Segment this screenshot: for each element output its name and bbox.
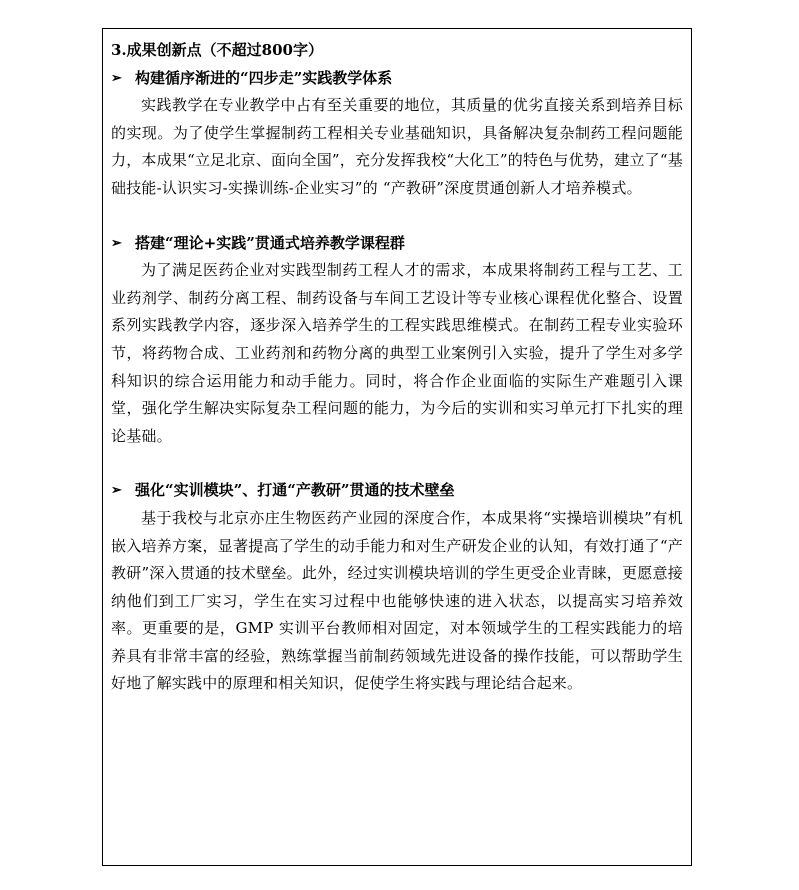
paragraph-spacer	[111, 450, 683, 477]
section-heading-1	[111, 65, 683, 93]
section-paragraph-3: 基于我校与北京亦庄生物医药产业园的深度合作，本成果将“实操培训模块”有机嵌入培养方案，显著提高了学生的动手能力和对生产研发企业的认知，有效打通了“产教研”深入贯通的技术壁垒。此外，经过实训模块培训的学生更受企业青睐，更愿意接纳他们到工厂实习，学生在实习过程中也能够快速的进入状态，以提高实习培养效率。更重要的是，GMP 实训平台教师相对固定，对本领域学生的工程实践能力的培养具有非常丰富的经验，熟练掌握当前制药领域先进设备的操作技能，可以帮助学生好地了解实践中的原理和相关知识，促使学生将实践与理论结合起来。	[111, 508, 683, 693]
section-title: 3.成果创新点（不超过800字）	[111, 41, 323, 59]
section-heading-text: 构建循序渐进的“四步走”实践教学体系	[135, 68, 393, 87]
arrow-bullet-icon: ➢	[111, 235, 122, 251]
document-frame	[102, 28, 692, 866]
section-heading-text: 搭建“理论+实践”贯通式培养教学课程群	[135, 233, 405, 252]
section-paragraph-2: 为了满足医药企业对实践型制药工程人才的需求，本成果将制药工程与工艺、工业药剂学、制药分离工程、制药设备与车间工艺设计等专业核心课程优化整合、设置系列实践教学内容，逐步深入培养学生的工程实践思维模式。在制药工程专业实验环节，将药物合成、工业药剂和药物分离的典型工业案例引入实验，提升了学生对多学科知识的综合运用能力和动手能力。同时，将合作企业面临的实际生产难题引入课堂，强化学生解决实际复杂工程问题的能力，为今后的实训和实习单元打下扎实的理论基础。	[111, 261, 683, 445]
arrow-bullet-icon: ➢	[111, 70, 122, 86]
section-paragraph-1: 实践教学在专业教学中占有至关重要的地位，其质量的优劣直接关系到培养目标的实现。为了使学生掌握制药工程相关专业基础知识，具备解决复杂制药工程问题能力，本成果“立足北京、面向全国”，充分发挥我校“大化工”的特色与优势，建立了“基础技能-认识实习-实操训练-企业实习”的 “产教研”深度贯通创新人才培养模式。	[111, 96, 683, 197]
section-heading-3	[111, 477, 683, 505]
paragraph-spacer	[111, 203, 683, 230]
arrow-bullet-icon: ➢	[111, 483, 122, 499]
document-content	[111, 37, 683, 698]
section-heading-text: 强化“实训模块”、打通“产教研”贯通的技术壁垒	[135, 481, 455, 500]
section-heading-2	[111, 230, 683, 258]
